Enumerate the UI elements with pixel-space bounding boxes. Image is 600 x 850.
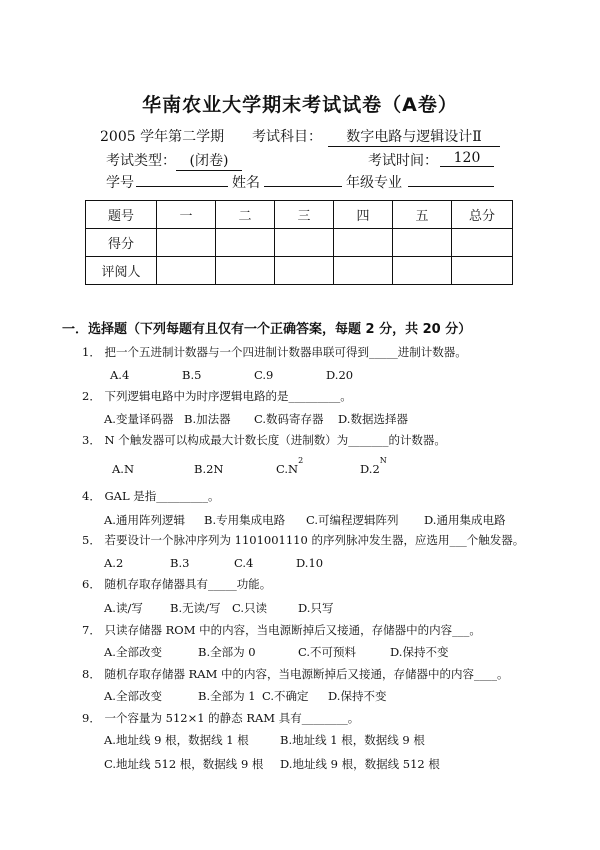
page-title: 华南农业大学期末考试试卷（A卷）	[142, 94, 458, 116]
subject-label: 考试科目：	[252, 129, 322, 145]
question-8-option-a[interactable]: A.全部改变	[104, 689, 162, 703]
exam-time-label: 考试时间：	[368, 153, 438, 169]
score-table	[85, 200, 513, 285]
question-3-option-a[interactable]: A.N	[112, 462, 135, 476]
question-1-stem: 1． 把一个五进制计数器与一个四进制计数器串联可得到_____进制计数器。	[82, 345, 467, 359]
row-label-reviewer: 评阅人	[86, 257, 157, 285]
question-8-option-b[interactable]: B.全部为 1	[198, 689, 256, 703]
reviewer-cell[interactable]	[157, 257, 216, 285]
question-9-option-d[interactable]: D.地址线 9 根，数据线 512 根	[280, 757, 440, 771]
question-6-option-d[interactable]: D.只写	[298, 601, 334, 615]
exam-type-label: 考试类型：	[106, 153, 176, 169]
question-6-stem: 6． 随机存取存储器具有_____功能。	[82, 577, 272, 591]
question-4-stem: 4． GAL 是指_________。	[82, 489, 220, 503]
question-4-option-c[interactable]: C.可编程逻辑阵列	[306, 513, 399, 527]
question-3-stem: 3． N 个触发器可以构成最大计数长度（进制数）为_______的计数器。	[82, 433, 446, 447]
table-header-cell: 一	[157, 201, 216, 229]
table-header-cell: 二	[216, 201, 275, 229]
option-d-text: D.2	[360, 462, 380, 476]
question-7-option-d[interactable]: D.保持不变	[390, 645, 449, 659]
grade-major-label: 年级专业	[346, 175, 402, 191]
question-5-option-c[interactable]: C.4	[234, 556, 254, 570]
question-9-option-b[interactable]: B.地址线 1 根，数据线 9 根	[280, 733, 425, 747]
reviewer-cell[interactable]	[216, 257, 275, 285]
question-3-option-d[interactable]	[360, 456, 387, 476]
question-5-option-d[interactable]: D.10	[296, 556, 324, 570]
question-2-option-a[interactable]: A.变量译码器	[104, 412, 174, 426]
score-cell[interactable]	[334, 229, 393, 257]
question-3-option-c[interactable]	[276, 456, 304, 476]
question-5-option-a[interactable]: A.2	[104, 556, 124, 570]
option-d-superscript: N	[379, 456, 387, 465]
question-6-option-c[interactable]: C.只读	[232, 601, 268, 615]
question-6-option-b[interactable]: B.无读/写	[170, 601, 221, 615]
student-id-label: 学号	[106, 175, 134, 191]
question-8-option-d[interactable]: D.保持不变	[328, 689, 387, 703]
reviewer-cell[interactable]	[275, 257, 334, 285]
question-1-option-c[interactable]: C.9	[254, 368, 274, 382]
question-1-option-a[interactable]: A.4	[110, 368, 130, 382]
reviewer-row	[86, 257, 513, 285]
table-header-cell: 五	[393, 201, 452, 229]
subject-value: 数字电路与逻辑设计Ⅱ	[328, 126, 500, 147]
exam-time-value: 120	[440, 150, 494, 167]
term-text: 2005 学年第二学期	[100, 129, 225, 145]
section-heading: 一．选择题（下列每题有且仅有一个正确答案，每题 2 分，共 20 分）	[62, 322, 472, 337]
grade-major-field[interactable]	[408, 186, 494, 187]
question-9-option-a[interactable]: A.地址线 9 根，数据线 1 根	[104, 733, 249, 747]
option-c-superscript: 2	[298, 456, 304, 465]
table-header-cell: 三	[275, 201, 334, 229]
exam-type-value: (闭卷)	[176, 150, 242, 171]
question-7-option-b[interactable]: B.全部为 0	[198, 645, 256, 659]
question-3-option-b[interactable]: B.2N	[194, 462, 224, 476]
question-5-option-b[interactable]: B.3	[170, 556, 190, 570]
reviewer-cell[interactable]	[334, 257, 393, 285]
question-2-option-d[interactable]: D.数据选择器	[338, 412, 408, 426]
table-header-cell: 四	[334, 201, 393, 229]
student-id-field[interactable]	[136, 186, 228, 187]
question-1-option-b[interactable]: B.5	[182, 368, 202, 382]
score-table-header-row	[86, 201, 513, 229]
question-8-option-c[interactable]: C.不确定	[262, 689, 309, 703]
score-cell[interactable]	[393, 229, 452, 257]
question-5-stem: 5． 若要设计一个脉冲序列为 1101001110 的序列脉冲发生器，应选用___个触发器。	[82, 533, 525, 547]
question-2-option-c[interactable]: C.数码寄存器	[254, 412, 324, 426]
question-7-stem: 7． 只读存储器 ROM 中的内容，当电源断掉后又接通，存储器中的内容___。	[82, 623, 481, 637]
question-4-option-d[interactable]: D.通用集成电路	[424, 513, 506, 527]
name-field[interactable]	[264, 186, 342, 187]
question-6-option-a[interactable]: A.读/写	[104, 601, 143, 615]
question-7-option-c[interactable]: C.不可预料	[298, 645, 357, 659]
question-4-option-a[interactable]: A.通用阵列逻辑	[104, 513, 185, 527]
question-7-option-a[interactable]: A.全部改变	[104, 645, 162, 659]
question-1-option-d[interactable]: D.20	[326, 368, 354, 382]
reviewer-cell[interactable]	[452, 257, 513, 285]
score-row	[86, 229, 513, 257]
question-8-stem: 8． 随机存取存储器 RAM 中的内容，当电源断掉后又接通，存储器中的内容____。	[82, 667, 509, 681]
question-2-stem: 2． 下列逻辑电路中为时序逻辑电路的是_________。	[82, 389, 352, 403]
score-cell[interactable]	[157, 229, 216, 257]
question-4-option-b[interactable]: B.专用集成电路	[204, 513, 286, 527]
score-cell[interactable]	[452, 229, 513, 257]
question-9-stem: 9． 一个容量为 512×1 的静态 RAM 具有________。	[82, 711, 360, 725]
name-label: 姓名	[232, 175, 260, 191]
row-label-score: 得分	[86, 229, 157, 257]
reviewer-cell[interactable]	[393, 257, 452, 285]
option-c-text: C.N	[276, 462, 299, 476]
score-cell[interactable]	[275, 229, 334, 257]
question-9-option-c[interactable]: C.地址线 512 根，数据线 9 根	[104, 757, 264, 771]
score-cell[interactable]	[216, 229, 275, 257]
table-header-cell: 题号	[86, 201, 157, 229]
table-header-cell: 总分	[452, 201, 513, 229]
question-2-option-b[interactable]: B.加法器	[184, 412, 231, 426]
